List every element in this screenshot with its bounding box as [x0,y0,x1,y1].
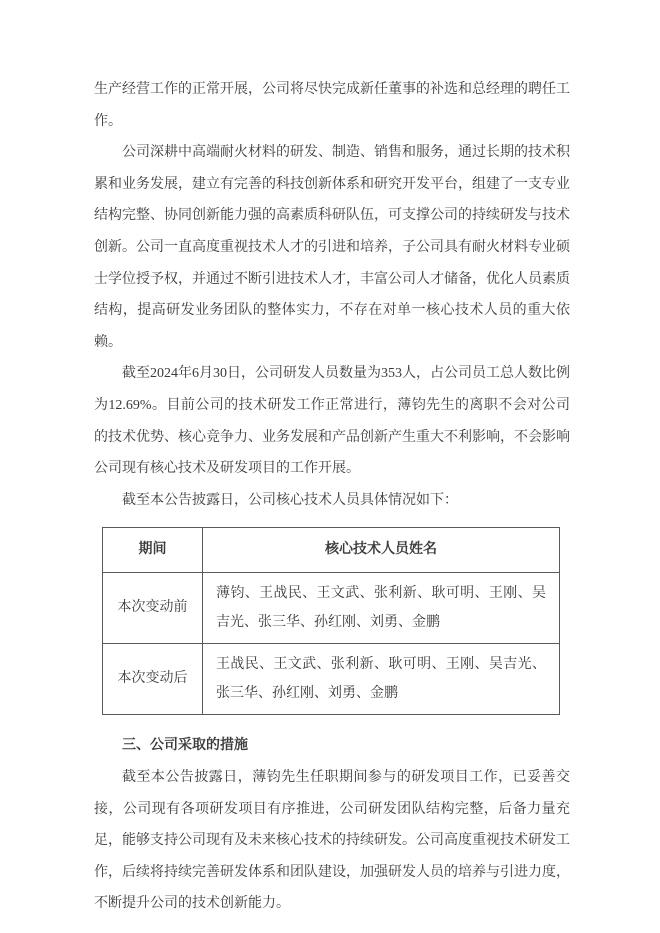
table-header-row [103,528,560,573]
paragraph-rd-staff-stats: 截至2024年6月30日，公司研发人员数量为353人，占公司员工总人数比例为12.69%。目前公司的技术研发工作正常进行，薄钧先生的离职不会对公司的技术优势、核心竞争力、业务发展和产品创新产生重大不利影响，不会影响公司现有核心技术及研发项目的工作开展。 [94,366,570,477]
paragraph-rd-capability: 公司深耕中高端耐火材料的研发、制造、销售和服务，通过长期的技术积累和业务发展，建立有完善的科技创新体系和研究开发平台，组建了一支专业结构完整、协同创新能力强的高素质科研队伍，可支撑公司的持续研发与技术创新。公司一直高度重视技术人才的引进和培养，子公司具有耐火材料专业硕士学位授予权，并通过不断引进技术人才，丰富公司人才储备，优化人员素质结构，提高研发业务团队的整体实力，不存在对单一核心技术人员的重大依赖。 [94,145,570,350]
period-before-label: 本次变动前 [103,573,203,644]
names-after-value: 王战民、王文武、张利新、耿可明、王刚、吴吉光、张三华、孙红刚、刘勇、金鹏 [203,644,560,715]
table-header-period: 期间 [103,528,203,573]
section-heading-measures: 三、公司采取的措施 [122,738,248,754]
table-header-names: 核心技术人员姓名 [203,528,560,573]
paragraph-measures: 截至本公告披露日，薄钧先生任职期间参与的研发项目工作，已妥善交接，公司现有各项研发项目有序推进，公司研发团队结构完整，后备力量充足，能够支持公司现有及未来核心技术的持续研发。公司高度重视技术研发工作，后续将持续完善研发体系和团队建设，加强研发人员的培养与引进力度，不断提升公司的技术创新能力。 [94,769,570,912]
core-personnel-table [102,527,560,715]
table-row-before-change [103,573,560,644]
period-after-label: 本次变动后 [103,644,203,715]
paragraph-table-intro: 截至本公告披露日，公司核心技术人员具体情况如下： [122,492,458,508]
table-row-after-change [103,644,560,715]
names-before-value: 薄钧、王战民、王文武、张利新、耿可明、王刚、吴吉光、张三华、孙红刚、刘勇、金鹏 [203,573,560,644]
document-body [94,74,570,920]
paragraph-continuation: 生产经营工作的正常开展，公司将尽快完成新任董事的补选和总经理的聘任工作。 [94,82,570,129]
